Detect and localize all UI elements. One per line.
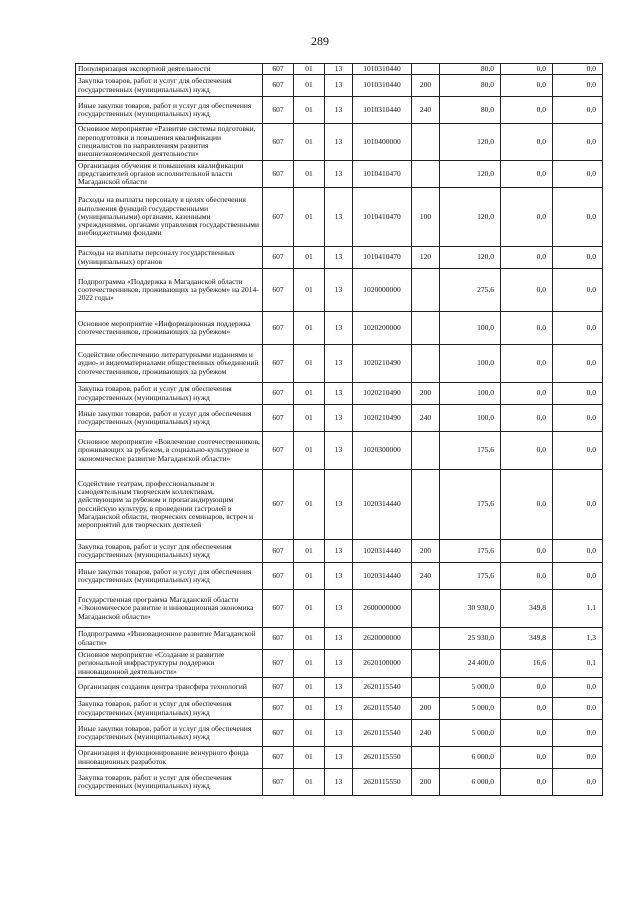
row-name: Закупка товаров, работ и услуг для обеспечения государственных (муниципальных) нужд	[76, 75, 263, 97]
target-article-code: 1020314440	[353, 540, 412, 563]
target-article-code: 1020200000	[353, 312, 412, 345]
row-name: Иные закупки товаров, работ и услуг для обеспечения государственных (муниципальных) нужд	[76, 405, 263, 432]
table-body	[76, 64, 603, 796]
subsection-code: 13	[325, 75, 353, 97]
ministry-code: 607	[263, 97, 294, 124]
row-name: Организация создания центра трансфера технологий	[76, 678, 263, 698]
section-code: 01	[294, 769, 325, 796]
ministry-code: 607	[263, 747, 294, 769]
row-name: Содействие театрам, профессиональным и самодеятельным творческим коллективам, действующим за рубежом и пропагандирующим российскую культуру, в проведении гастролей в Магаданской области, творческих семинаров, встреч и мероприятий для творческих деятелей	[76, 470, 263, 540]
execution-percent: 0,0	[553, 97, 603, 124]
planned-amount: 80,0	[440, 64, 501, 75]
section-code: 01	[294, 470, 325, 540]
subsection-code: 13	[325, 97, 353, 124]
execution-percent: 0,1	[553, 650, 603, 678]
row-name: Организация и функционирование венчурного фонда инновационных разработок	[76, 747, 263, 769]
expense-type-code	[412, 678, 440, 698]
expense-type-code	[412, 650, 440, 678]
section-code: 01	[294, 405, 325, 432]
row-name: Основное мероприятие «Развитие системы подготовки, переподготовки и повышения квалификации специалистов по направлениям развития внешнеэкономической деятельности»	[76, 124, 263, 161]
executed-amount: 16,6	[501, 650, 553, 678]
execution-percent: 0,0	[553, 470, 603, 540]
target-article-code: 1020314440	[353, 563, 412, 590]
section-code: 01	[294, 269, 325, 312]
executed-amount: 349,8	[501, 590, 553, 628]
executed-amount: 0,0	[501, 97, 553, 124]
planned-amount: 120,0	[440, 124, 501, 161]
expense-type-code	[412, 345, 440, 383]
execution-percent: 0,0	[553, 678, 603, 698]
executed-amount: 0,0	[501, 678, 553, 698]
planned-amount: 6 000,0	[440, 769, 501, 796]
planned-amount: 30 930,0	[440, 590, 501, 628]
expense-type-code	[412, 470, 440, 540]
executed-amount: 0,0	[501, 383, 553, 405]
target-article-code: 1020314440	[353, 470, 412, 540]
section-code: 01	[294, 345, 325, 383]
target-article-code: 2620100000	[353, 650, 412, 678]
subsection-code: 13	[325, 747, 353, 769]
subsection-code: 13	[325, 698, 353, 720]
subsection-code: 13	[325, 312, 353, 345]
table-row	[76, 124, 603, 161]
target-article-code: 1020000000	[353, 269, 412, 312]
expense-type-code	[412, 747, 440, 769]
section-code: 01	[294, 563, 325, 590]
ministry-code: 607	[263, 124, 294, 161]
ministry-code: 607	[263, 64, 294, 75]
section-code: 01	[294, 698, 325, 720]
planned-amount: 5 000,0	[440, 678, 501, 698]
subsection-code: 13	[325, 650, 353, 678]
executed-amount: 0,0	[501, 75, 553, 97]
executed-amount: 0,0	[501, 161, 553, 188]
execution-percent: 0,0	[553, 432, 603, 470]
table-row	[76, 747, 603, 769]
ministry-code: 607	[263, 563, 294, 590]
section-code: 01	[294, 124, 325, 161]
section-code: 01	[294, 432, 325, 470]
subsection-code: 13	[325, 678, 353, 698]
target-article-code: 1010400000	[353, 124, 412, 161]
expense-type-code	[412, 590, 440, 628]
expense-type-code	[412, 269, 440, 312]
table-row	[76, 590, 603, 628]
section-code: 01	[294, 678, 325, 698]
section-code: 01	[294, 64, 325, 75]
section-code: 01	[294, 161, 325, 188]
executed-amount: 0,0	[501, 188, 553, 247]
section-code: 01	[294, 628, 325, 650]
ministry-code: 607	[263, 698, 294, 720]
subsection-code: 13	[325, 470, 353, 540]
execution-percent: 0,0	[553, 269, 603, 312]
ministry-code: 607	[263, 769, 294, 796]
target-article-code: 1010410470	[353, 188, 412, 247]
subsection-code: 13	[325, 540, 353, 563]
planned-amount: 5 000,0	[440, 720, 501, 747]
expense-type-code: 240	[412, 563, 440, 590]
table-row	[76, 383, 603, 405]
table-row	[76, 432, 603, 470]
execution-percent: 0,0	[553, 345, 603, 383]
expense-type-code: 200	[412, 75, 440, 97]
executed-amount: 0,0	[501, 769, 553, 796]
execution-percent: 0,0	[553, 720, 603, 747]
expense-type-code	[412, 124, 440, 161]
executed-amount: 0,0	[501, 405, 553, 432]
execution-percent: 1,3	[553, 628, 603, 650]
row-name: Иные закупки товаров, работ и услуг для обеспечения государственных (муниципальных) нужд	[76, 720, 263, 747]
target-article-code: 1010310440	[353, 75, 412, 97]
planned-amount: 100,0	[440, 383, 501, 405]
planned-amount: 24 400,0	[440, 650, 501, 678]
ministry-code: 607	[263, 247, 294, 269]
planned-amount: 100,0	[440, 345, 501, 383]
table-row	[76, 470, 603, 540]
row-name: Основное мероприятие «Создание и развитие региональной инфраструктуры поддержки инновационной деятельности»	[76, 650, 263, 678]
section-code: 01	[294, 540, 325, 563]
section-code: 01	[294, 650, 325, 678]
ministry-code: 607	[263, 405, 294, 432]
executed-amount: 0,0	[501, 747, 553, 769]
planned-amount: 275,6	[440, 269, 501, 312]
target-article-code: 1010410470	[353, 247, 412, 269]
planned-amount: 175,6	[440, 432, 501, 470]
execution-percent: 1,1	[553, 590, 603, 628]
row-name: Организация обучения и повышения квалификации представителей органов исполнительной власти Магаданской области	[76, 161, 263, 188]
expense-type-code	[412, 432, 440, 470]
table-row	[76, 769, 603, 796]
ministry-code: 607	[263, 540, 294, 563]
ministry-code: 607	[263, 383, 294, 405]
expense-type-code: 240	[412, 405, 440, 432]
executed-amount: 0,0	[501, 540, 553, 563]
target-article-code: 1010310440	[353, 64, 412, 75]
row-name: Закупка товаров, работ и услуг для обеспечения государственных (муниципальных) нужд	[76, 540, 263, 563]
ministry-code: 607	[263, 590, 294, 628]
table-row	[76, 698, 603, 720]
planned-amount: 5 000,0	[440, 698, 501, 720]
expense-type-code: 240	[412, 97, 440, 124]
target-article-code: 2620000000	[353, 628, 412, 650]
expense-type-code: 200	[412, 540, 440, 563]
expense-type-code: 120	[412, 247, 440, 269]
planned-amount: 6 000,0	[440, 747, 501, 769]
executed-amount: 0,0	[501, 247, 553, 269]
table-row	[76, 720, 603, 747]
expense-type-code	[412, 628, 440, 650]
executed-amount: 0,0	[501, 269, 553, 312]
table-row	[76, 64, 603, 75]
row-name: Содействие обеспечению литературными изданиями и аудио- и видеоматериалами общественных объединений соотечественников, проживающих за рубежом	[76, 345, 263, 383]
expense-type-code: 200	[412, 383, 440, 405]
table-row	[76, 75, 603, 97]
target-article-code: 2620115540	[353, 678, 412, 698]
row-name: Государственная программа Магаданской области «Экономическое развитие и инновационная экономика Магаданской области»	[76, 590, 263, 628]
executed-amount: 0,0	[501, 720, 553, 747]
table-row	[76, 269, 603, 312]
execution-percent: 0,0	[553, 383, 603, 405]
planned-amount: 120,0	[440, 188, 501, 247]
ministry-code: 607	[263, 269, 294, 312]
ministry-code: 607	[263, 432, 294, 470]
target-article-code: 2620115540	[353, 720, 412, 747]
subsection-code: 13	[325, 769, 353, 796]
section-code: 01	[294, 383, 325, 405]
table-row	[76, 188, 603, 247]
execution-percent: 0,0	[553, 405, 603, 432]
expense-type-code	[412, 161, 440, 188]
ministry-code: 607	[263, 470, 294, 540]
subsection-code: 13	[325, 383, 353, 405]
executed-amount: 349,8	[501, 628, 553, 650]
row-name: Основное мероприятие «Информационная поддержка соотечественников, проживающих за рубежом»	[76, 312, 263, 345]
table-row	[76, 405, 603, 432]
target-article-code: 1010310440	[353, 97, 412, 124]
row-name: Подпрограмма «Поддержка в Магаданской области соотечественников, проживающих за рубежом» на 2014-2022 годы»	[76, 269, 263, 312]
table-row	[76, 97, 603, 124]
row-name: Расходы на выплаты персоналу государственных (муниципальных) органов	[76, 247, 263, 269]
target-article-code: 2620115550	[353, 769, 412, 796]
executed-amount: 0,0	[501, 312, 553, 345]
table-row	[76, 345, 603, 383]
planned-amount: 175,6	[440, 540, 501, 563]
subsection-code: 13	[325, 628, 353, 650]
subsection-code: 13	[325, 161, 353, 188]
table-row	[76, 312, 603, 345]
ministry-code: 607	[263, 650, 294, 678]
expense-type-code: 240	[412, 720, 440, 747]
planned-amount: 100,0	[440, 312, 501, 345]
planned-amount: 175,6	[440, 563, 501, 590]
executed-amount: 0,0	[501, 124, 553, 161]
executed-amount: 0,0	[501, 64, 553, 75]
planned-amount: 100,0	[440, 405, 501, 432]
subsection-code: 13	[325, 720, 353, 747]
subsection-code: 13	[325, 405, 353, 432]
execution-percent: 0,0	[553, 161, 603, 188]
subsection-code: 13	[325, 64, 353, 75]
subsection-code: 13	[325, 188, 353, 247]
subsection-code: 13	[325, 345, 353, 383]
target-article-code: 2620115540	[353, 698, 412, 720]
budget-table	[75, 63, 603, 796]
row-name: Иные закупки товаров, работ и услуг для обеспечения государственных (муниципальных) нужд	[76, 563, 263, 590]
page-number: 289	[311, 34, 329, 48]
row-name: Подпрограмма «Инновационное развитие Магаданской области»	[76, 628, 263, 650]
table-row	[76, 628, 603, 650]
executed-amount: 0,0	[501, 470, 553, 540]
row-name: Иные закупки товаров, работ и услуг для обеспечения государственных (муниципальных) нужд	[76, 97, 263, 124]
ministry-code: 607	[263, 75, 294, 97]
row-name: Закупка товаров, работ и услуг для обеспечения государственных (муниципальных) нужд	[76, 769, 263, 796]
table-row	[76, 563, 603, 590]
execution-percent: 0,0	[553, 747, 603, 769]
ministry-code: 607	[263, 720, 294, 747]
row-name: Основное мероприятие «Вовлечение соотечественников, проживающих за рубежом, в социально-культурное и экономическое развитие Магаданской области»	[76, 432, 263, 470]
ministry-code: 607	[263, 161, 294, 188]
section-code: 01	[294, 747, 325, 769]
table-row	[76, 247, 603, 269]
section-code: 01	[294, 590, 325, 628]
executed-amount: 0,0	[501, 432, 553, 470]
execution-percent: 0,0	[553, 563, 603, 590]
target-article-code: 1010410470	[353, 161, 412, 188]
ministry-code: 607	[263, 188, 294, 247]
subsection-code: 13	[325, 247, 353, 269]
table-row	[76, 161, 603, 188]
execution-percent: 0,0	[553, 75, 603, 97]
expense-type-code: 200	[412, 698, 440, 720]
planned-amount: 120,0	[440, 161, 501, 188]
expense-type-code: 200	[412, 769, 440, 796]
target-article-code: 2620115550	[353, 747, 412, 769]
section-code: 01	[294, 720, 325, 747]
expense-type-code: 100	[412, 188, 440, 247]
ministry-code: 607	[263, 345, 294, 383]
target-article-code: 1020300000	[353, 432, 412, 470]
executed-amount: 0,0	[501, 345, 553, 383]
target-article-code: 1020210490	[353, 383, 412, 405]
subsection-code: 13	[325, 563, 353, 590]
row-name: Популяризация экспортной деятельности	[76, 64, 263, 75]
subsection-code: 13	[325, 590, 353, 628]
planned-amount: 25 930,0	[440, 628, 501, 650]
execution-percent: 0,0	[553, 698, 603, 720]
section-code: 01	[294, 312, 325, 345]
subsection-code: 13	[325, 432, 353, 470]
section-code: 01	[294, 247, 325, 269]
execution-percent: 0,0	[553, 540, 603, 563]
target-article-code: 2600000000	[353, 590, 412, 628]
execution-percent: 0,0	[553, 312, 603, 345]
execution-percent: 0,0	[553, 64, 603, 75]
table-row	[76, 650, 603, 678]
ministry-code: 607	[263, 628, 294, 650]
execution-percent: 0,0	[553, 124, 603, 161]
planned-amount: 175,6	[440, 470, 501, 540]
row-name: Закупка товаров, работ и услуг для обеспечения государственных (муниципальных) нужд	[76, 698, 263, 720]
executed-amount: 0,0	[501, 563, 553, 590]
planned-amount: 80,0	[440, 97, 501, 124]
section-code: 01	[294, 97, 325, 124]
row-name: Закупка товаров, работ и услуг для обеспечения государственных (муниципальных) нужд	[76, 383, 263, 405]
expense-type-code	[412, 312, 440, 345]
target-article-code: 1020210490	[353, 345, 412, 383]
ministry-code: 607	[263, 678, 294, 698]
row-name: Расходы на выплаты персоналу в целях обеспечения выполнения функций государственными (муниципальными) органами, казенными учреждениями, органами управления государственными внебюджетными фондами	[76, 188, 263, 247]
execution-percent: 0,0	[553, 247, 603, 269]
section-code: 01	[294, 75, 325, 97]
execution-percent: 0,0	[553, 188, 603, 247]
table-row	[76, 678, 603, 698]
planned-amount: 120,0	[440, 247, 501, 269]
expense-type-code	[412, 64, 440, 75]
ministry-code: 607	[263, 312, 294, 345]
table-row	[76, 540, 603, 563]
executed-amount: 0,0	[501, 698, 553, 720]
planned-amount: 80,0	[440, 75, 501, 97]
target-article-code: 1020210490	[353, 405, 412, 432]
subsection-code: 13	[325, 124, 353, 161]
section-code: 01	[294, 188, 325, 247]
execution-percent: 0,0	[553, 769, 603, 796]
subsection-code: 13	[325, 269, 353, 312]
